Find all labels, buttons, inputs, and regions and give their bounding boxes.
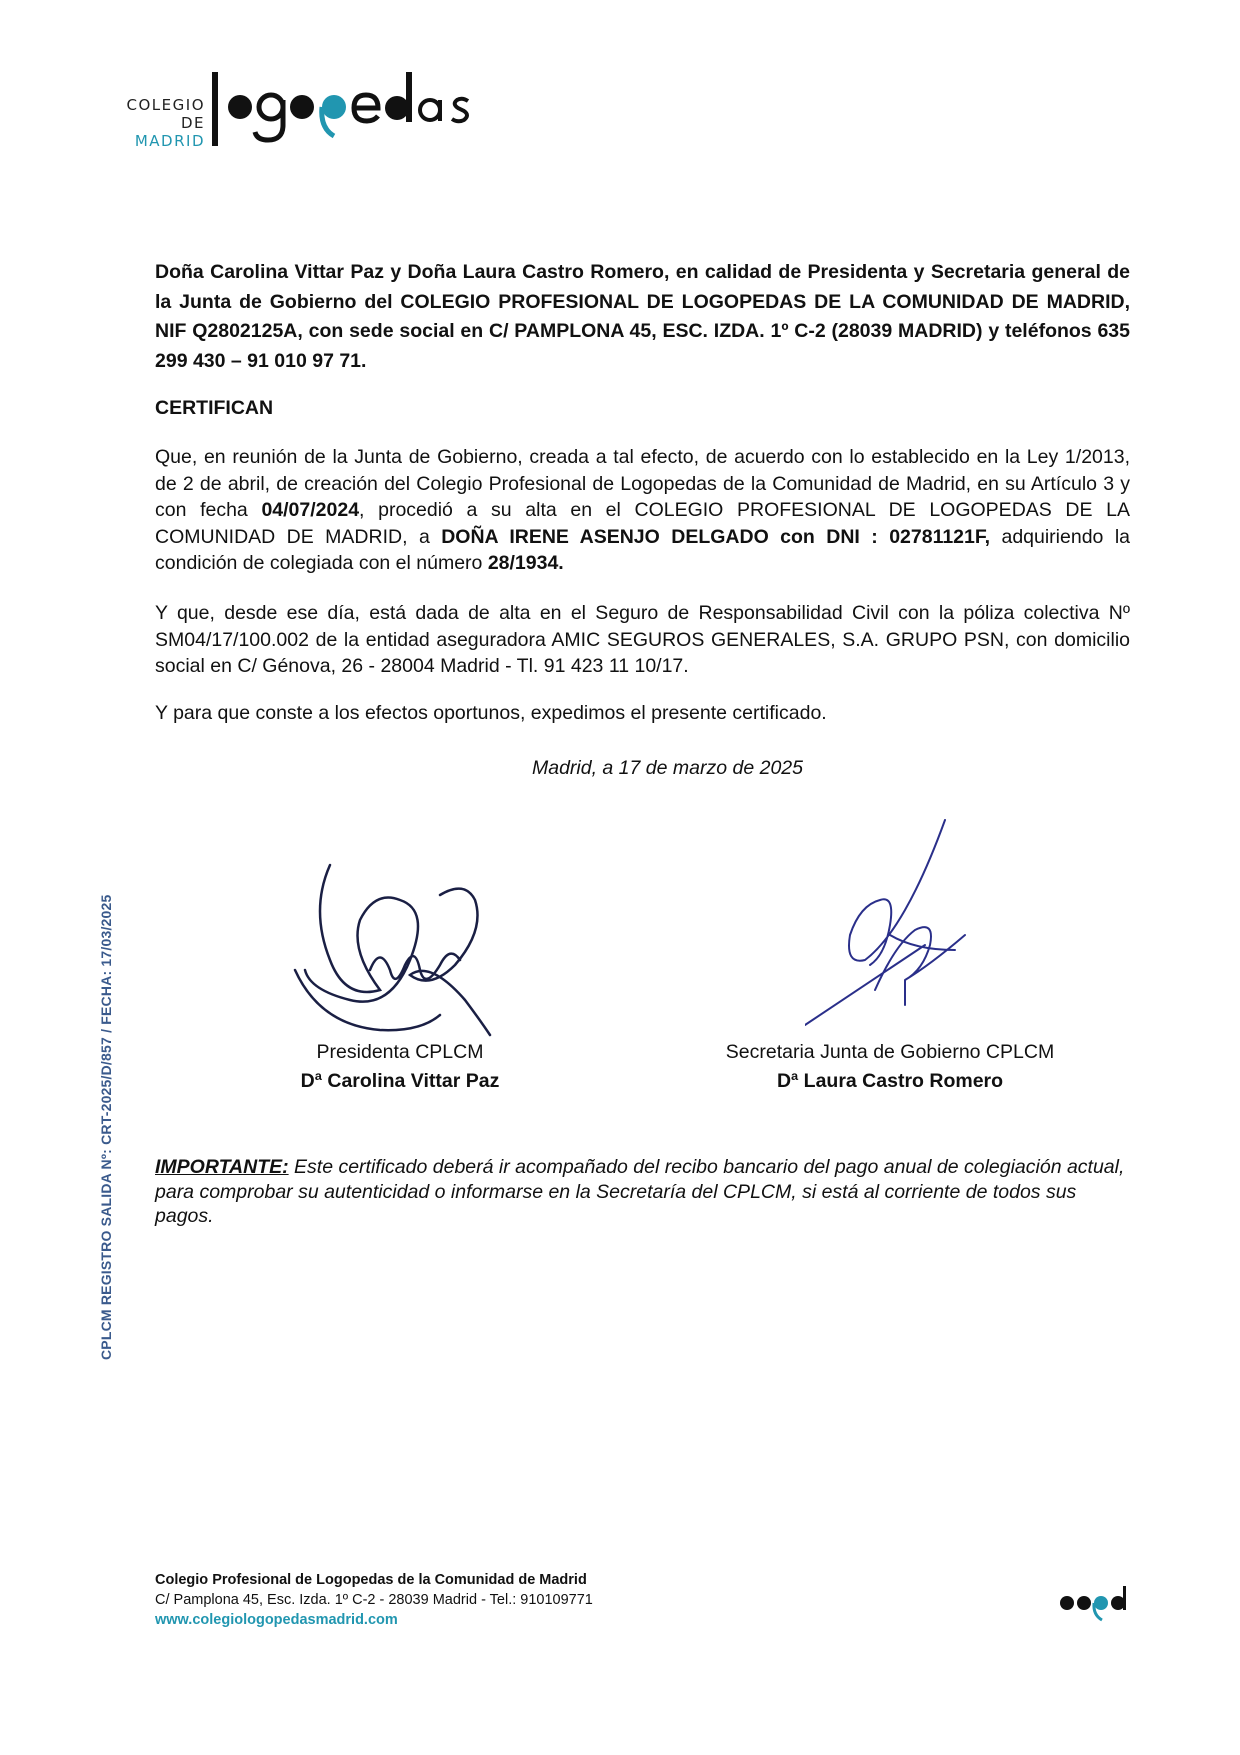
footer-address: C/ Pamplona 45, Esc. Izda. 1º C-2 - 28039 Madrid - Tel.: 910109771 — [155, 1592, 593, 1608]
important-text: Este certificado deberá ir acompañado del recibo bancario del pago anual de colegiación actual, para comprobar su autenticidad o informarse en la Secretaría del CPLCM, si está al corriente de todos sus pagos. — [155, 1156, 1125, 1227]
logopedas-wordmark-logo — [210, 70, 480, 160]
signer-role: Secretaria Junta de Gobierno CPLCM — [725, 1041, 1055, 1063]
footer-org-name: Colegio Profesional de Logopedas de la Comunidad de Madrid — [155, 1572, 587, 1588]
p1-text-1: Que, en reunión de la Junta de Gobierno, creada a tal efecto, de acuerdo con lo establecido en la Ley 1/2013, de 2 de abril, de creación del Colegio Profesional de Logopedas de la Comunidad de Madrid, en su Artículo 3 y con fecha — [155, 446, 1130, 521]
presidenta-signature — [290, 850, 520, 1040]
footer-website-link[interactable]: www.colegiologopedasmadrid.com — [155, 1612, 398, 1628]
header-logo — [100, 70, 480, 160]
signer-secretaria — [690, 1038, 1090, 1096]
p1-numero: 28/1934. — [487, 552, 564, 574]
insurance-paragraph: Y que, desde ese día, está dada de alta en el Seguro de Responsabilidad Civil con la póliza colectiva Nº SM04/17/100.002 de la entidad aseguradora AMIC SEGUROS GENERALES, S.A. GRUPO PSN, con domicilio social en C/ Génova, 26 - 28004 Madrid - Tl. 91 423 11 10/17. — [155, 602, 1130, 677]
signer-name: Dª Carolina Vittar Paz — [300, 1070, 500, 1092]
p1-fecha: 04/07/2024 — [261, 499, 360, 521]
certifican-heading: CERTIFICAN — [155, 397, 274, 419]
date-line — [155, 757, 1130, 780]
signer-presidenta — [240, 1038, 560, 1096]
registry-stamp: CPLCM REGISTRO SALIDA Nº: CRT-2025/D/857 / FECHA: 17/03/2025 — [98, 894, 114, 1360]
p1-text-2: , procedió a su alta en el COLEGIO PROFESIONAL DE LOGOPEDAS DE LA COMUNIDAD DE MADRID, a — [155, 499, 1131, 548]
footer-logo-icon — [1058, 1583, 1130, 1623]
p1-text-3: adquiriendo la condición de colegiada con el número — [155, 525, 1130, 574]
logo-caption-line2: MADRID — [134, 132, 205, 150]
date-text: Madrid, a 17 de marzo de 2025 — [531, 757, 803, 779]
important-label: IMPORTANTE: — [155, 1156, 289, 1178]
secretaria-signature — [805, 815, 985, 1035]
intro-paragraph: Doña Carolina Vittar Paz y Doña Laura Castro Romero, en calidad de Presidenta y Secretaria general de la Junta de Gobierno del COLEGIO PROFESIONAL DE LOGOPEDAS DE LA COMUNIDAD DE MADRID, NIF Q2802125A, con sede social en C/ PAMPLONA 45, ESC. IZDA. 1º C-2 (28039 MADRID) y teléfonos 635 299 430 – 91 010 97 71. — [155, 261, 1130, 372]
signer-role: Presidenta CPLCM — [316, 1041, 484, 1063]
footer — [155, 1570, 593, 1630]
closing-paragraph: Y para que conste a los efectos oportunos, expedimos el presente certificado. — [155, 702, 827, 724]
certification-paragraph — [155, 444, 1130, 577]
logo-caption-line1: COLEGIO DE — [126, 96, 205, 132]
p1-persona: DOÑA IRENE ASENJO DELGADO con DNI : 02781121F, — [441, 525, 991, 548]
logo-caption — [100, 96, 205, 150]
important-note — [155, 1155, 1130, 1229]
signer-name: Dª Laura Castro Romero — [776, 1070, 1004, 1092]
